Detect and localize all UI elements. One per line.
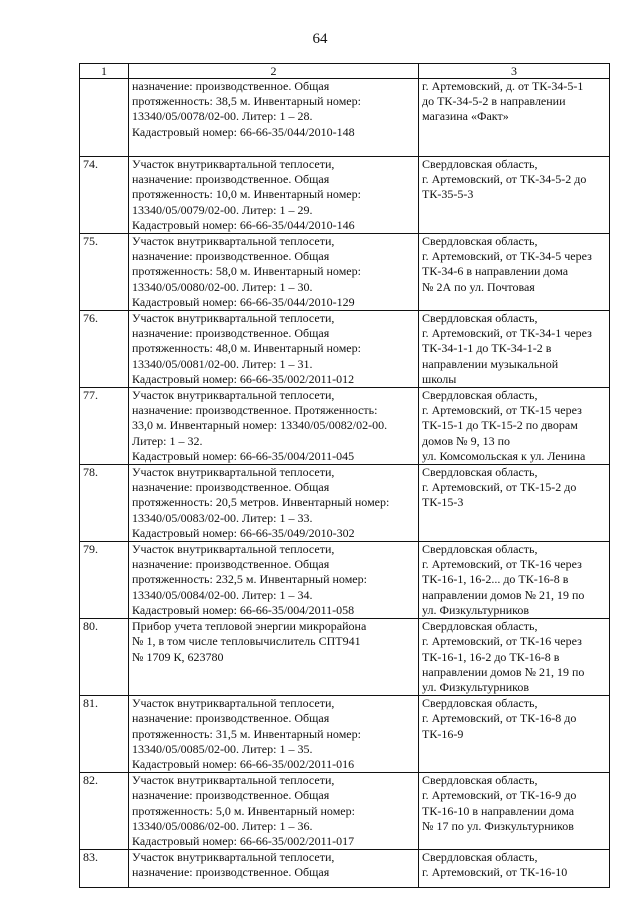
location-line: школы	[422, 371, 457, 386]
row-description	[129, 773, 419, 850]
location-line: домов № 9, 13 по	[422, 433, 511, 448]
description-line: Кадастровый номер: 66-66-35/002/2011-017	[132, 833, 355, 848]
description-line: Участок внутриквартальной теплосети,	[132, 773, 335, 788]
row-location	[419, 696, 610, 773]
registry-table	[79, 63, 610, 888]
row-description	[129, 388, 419, 465]
location-line: Свердловская область,	[422, 773, 538, 788]
location-line: г. Артемовский, от ТК-34-5 через	[422, 249, 592, 264]
row-description	[129, 311, 419, 388]
location-line: ТК-35-5-3	[422, 187, 474, 202]
row-location	[419, 773, 610, 850]
table-row	[80, 696, 610, 773]
table-header-row	[80, 64, 610, 79]
description-line: № 1709 К, 623780	[132, 649, 224, 664]
row-number: 77.	[80, 388, 129, 465]
row-location	[419, 542, 610, 619]
description-line: Кадастровый номер: 66-66-35/044/2010-148	[132, 124, 355, 139]
description-line: 13340/05/0079/02-00. Литер: 1 – 29.	[132, 202, 313, 217]
description-line: назначение: производственное. Общая	[132, 326, 330, 341]
location-line: ТК-16-9	[422, 726, 464, 741]
description-line: Литер: 1 – 32.	[132, 433, 203, 448]
row-number	[80, 79, 129, 157]
row-description	[129, 850, 419, 888]
row-number: 76.	[80, 311, 129, 388]
description-line: протяженность: 58,0 м. Инвентарный номер:	[132, 264, 361, 279]
location-line: Свердловская область,	[422, 696, 538, 711]
table-row	[80, 388, 610, 465]
row-location	[419, 311, 610, 388]
description-line: 13340/05/0078/02-00. Литер: 1 – 28.	[132, 109, 313, 124]
location-line: г. Артемовский, д. от ТК-34-5-1	[422, 79, 584, 93]
description-line: назначение: производственное. Протяженность:	[132, 403, 378, 418]
location-line: Свердловская область,	[422, 850, 538, 865]
table-row	[80, 234, 610, 311]
location-line: Свердловская область,	[422, 157, 538, 171]
row-number: 79.	[80, 542, 129, 619]
location-line: Свердловская область,	[422, 234, 538, 249]
row-location	[419, 234, 610, 311]
location-line: № 2А по ул. Почтовая	[422, 279, 535, 294]
row-number: 83.	[80, 850, 129, 888]
description-line: Прибор учета тепловой энергии микрорайона	[132, 619, 367, 634]
location-line: магазина «Факт»	[422, 109, 509, 124]
row-location	[419, 388, 610, 465]
location-line: направлении музыкальной	[422, 356, 559, 371]
column-header-number: 1	[80, 64, 129, 79]
location-line: Свердловская область,	[422, 619, 538, 634]
description-line: 13340/05/0085/02-00. Литер: 1 – 35.	[132, 741, 313, 756]
row-location	[419, 619, 610, 696]
location-line: г. Артемовский, от ТК-16-8 до	[422, 711, 577, 726]
column-header-location: 3	[419, 64, 610, 79]
table-row	[80, 850, 610, 888]
row-location	[419, 465, 610, 542]
row-number: 81.	[80, 696, 129, 773]
row-description	[129, 465, 419, 542]
location-line: г. Артемовский, от ТК-16 через	[422, 557, 582, 572]
description-line: назначение: производственное. Общая	[132, 249, 330, 264]
location-line: ТК-16-1, 16-2 до ТК-16-8 в	[422, 649, 560, 664]
location-line: Свердловская область,	[422, 465, 538, 480]
location-line: ул. Комсомольская к ул. Ленина	[422, 448, 586, 463]
table-row	[80, 157, 610, 234]
location-line: Свердловская область,	[422, 542, 538, 557]
table-row	[80, 773, 610, 850]
location-line: ул. Физкультурников	[422, 602, 530, 617]
table-row	[80, 542, 610, 619]
location-line: ТК-34-6 в направлении дома	[422, 264, 569, 279]
row-number: 74.	[80, 157, 129, 234]
location-line: г. Артемовский, от ТК-34-5-2 до	[422, 172, 587, 187]
column-header-description: 2	[129, 64, 419, 79]
location-line: ТК-15-3	[422, 495, 464, 510]
description-line: № 1, в том числе тепловычислитель СПТ941	[132, 634, 361, 649]
description-line: протяженность: 48,0 м. Инвентарный номер:	[132, 341, 361, 356]
location-line: г. Артемовский, от ТК-34-1 через	[422, 326, 592, 341]
description-line: назначение: производственное. Общая	[132, 480, 330, 495]
row-description	[129, 234, 419, 311]
description-line: Участок внутриквартальной теплосети,	[132, 311, 335, 326]
location-line: ул. Физкультурников	[422, 679, 530, 694]
description-line: протяженность: 31,5 м. Инвентарный номер:	[132, 726, 361, 741]
description-line: Участок внутриквартальной теплосети,	[132, 388, 335, 403]
location-line: ТК-16-1, 16-2... до ТК-16-8 в	[422, 572, 569, 587]
table-row	[80, 79, 610, 157]
row-description	[129, 79, 419, 157]
location-line: Свердловская область,	[422, 311, 538, 326]
description-line: Кадастровый номер: 66-66-35/049/2010-302	[132, 525, 355, 540]
location-line: № 17 по ул. Физкультурников	[422, 818, 574, 833]
location-line: до ТК-34-5-2 в направлении	[422, 94, 566, 109]
row-number: 78.	[80, 465, 129, 542]
location-line: г. Артемовский, от ТК-15-2 до	[422, 480, 577, 495]
description-line: 13340/05/0080/02-00. Литер: 1 – 30.	[132, 279, 313, 294]
row-number: 82.	[80, 773, 129, 850]
description-line: 13340/05/0086/02-00. Литер: 1 – 36.	[132, 818, 313, 833]
location-line: направлении домов № 21, 19 по	[422, 664, 585, 679]
location-line: г. Артемовский, от ТК-16-10	[422, 865, 568, 880]
description-line: назначение: производственное. Общая	[132, 865, 330, 880]
table-row	[80, 311, 610, 388]
description-line: Участок внутриквартальной теплосети,	[132, 850, 335, 865]
description-line: протяженность: 232,5 м. Инвентарный номер:	[132, 572, 367, 587]
description-line: Кадастровый номер: 66-66-35/004/2011-058	[132, 602, 355, 617]
description-line: Участок внутриквартальной теплосети,	[132, 465, 335, 480]
description-line: 13340/05/0083/02-00. Литер: 1 – 33.	[132, 510, 313, 525]
description-line: протяженность: 10,0 м. Инвентарный номер:	[132, 187, 361, 202]
row-location	[419, 157, 610, 234]
description-line: Участок внутриквартальной теплосети,	[132, 234, 335, 249]
description-line: назначение: производственное. Общая	[132, 172, 330, 187]
description-line: Участок внутриквартальной теплосети,	[132, 157, 335, 171]
description-line: назначение: производственное. Общая	[132, 557, 330, 572]
location-line: г. Артемовский, от ТК-16-9 до	[422, 788, 577, 803]
description-line: 13340/05/0081/02-00. Литер: 1 – 31.	[132, 356, 313, 371]
location-line: ТК-15-1 до ТК-15-2 по дворам	[422, 418, 578, 433]
row-location	[419, 79, 610, 157]
description-line: Участок внутриквартальной теплосети,	[132, 696, 335, 711]
description-line: Кадастровый номер: 66-66-35/044/2010-129	[132, 294, 355, 309]
description-line: 13340/05/0084/02-00. Литер: 1 – 34.	[132, 587, 313, 602]
description-line: протяженность: 38,5 м. Инвентарный номер:	[132, 94, 361, 109]
row-number: 80.	[80, 619, 129, 696]
description-line: протяженность: 5,0 м. Инвентарный номер:	[132, 803, 355, 818]
table-row	[80, 619, 610, 696]
row-description	[129, 619, 419, 696]
description-line: назначение: производственное. Общая	[132, 79, 330, 93]
description-line: назначение: производственное. Общая	[132, 788, 330, 803]
row-description	[129, 157, 419, 234]
description-line: Кадастровый номер: 66-66-35/004/2011-045	[132, 448, 355, 463]
description-line: Участок внутриквартальной теплосети,	[132, 542, 335, 557]
description-line: Кадастровый номер: 66-66-35/002/2011-012	[132, 371, 355, 386]
description-line: протяженность: 20,5 метров. Инвентарный номер:	[132, 495, 390, 510]
location-line: г. Артемовский, от ТК-15 через	[422, 403, 582, 418]
row-description	[129, 696, 419, 773]
table-row	[80, 465, 610, 542]
page-number: 64	[312, 31, 328, 47]
description-line: 33,0 м. Инвентарный номер: 13340/05/0082/02-00.	[132, 418, 388, 433]
description-line: Кадастровый номер: 66-66-35/002/2011-016	[132, 756, 355, 771]
location-line: ТК-34-1-1 до ТК-34-1-2 в	[422, 341, 552, 356]
description-line: Кадастровый номер: 66-66-35/044/2010-146	[132, 217, 355, 232]
description-line: назначение: производственное. Общая	[132, 711, 330, 726]
location-line: ТК-16-10 в направлении дома	[422, 803, 575, 818]
row-description	[129, 542, 419, 619]
row-location	[419, 850, 610, 888]
row-number: 75.	[80, 234, 129, 311]
location-line: направлении домов № 21, 19 по	[422, 587, 585, 602]
location-line: Свердловская область,	[422, 388, 538, 403]
location-line: г. Артемовский, от ТК-16 через	[422, 634, 582, 649]
